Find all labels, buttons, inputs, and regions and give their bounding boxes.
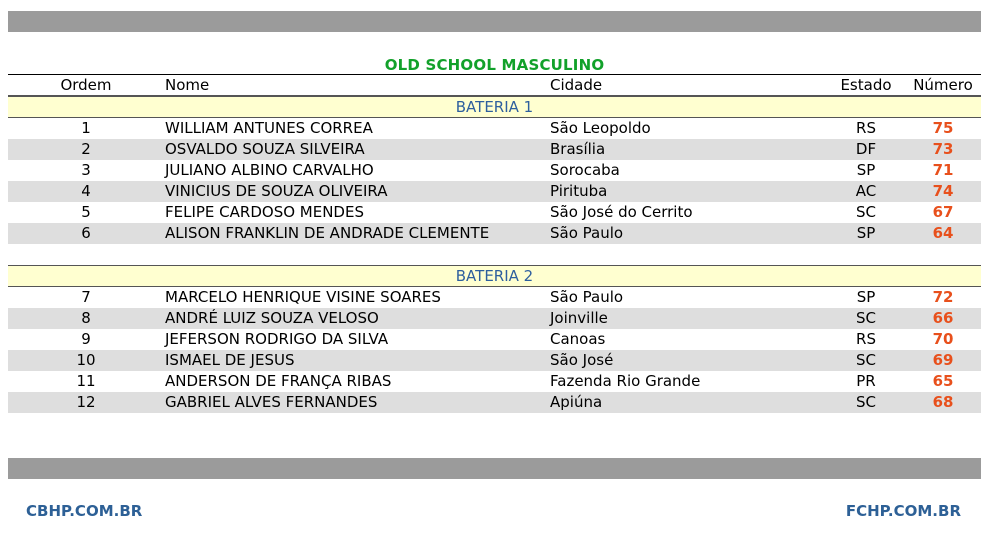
row-nome: ISMAEL DE JESUS [165,351,295,369]
bottom-bar [8,458,981,479]
col-header-numero: Número [913,76,973,94]
row-ordem: 2 [81,140,91,158]
row-estado: RS [856,330,876,348]
table-row [8,287,981,308]
row-cidade: São Leopoldo [550,119,651,137]
table-row [8,139,981,160]
row-ordem: 7 [81,288,91,306]
table-row [8,329,981,350]
row-estado: SC [856,351,876,369]
row-estado: SC [856,309,876,327]
row-cidade: Brasília [550,140,606,158]
col-header-cidade: Cidade [550,76,603,94]
page-title: OLD SCHOOL MASCULINO [384,56,605,74]
row-ordem: 12 [76,393,96,411]
row-numero: 67 [932,203,954,221]
table-row [8,350,981,371]
row-nome: JULIANO ALBINO CARVALHO [165,161,374,179]
row-nome: ANDERSON DE FRANÇA RIBAS [165,372,392,390]
row-nome: ALISON FRANKLIN DE ANDRADE CLEMENTE [165,224,490,242]
row-ordem: 6 [81,224,91,242]
row-numero: 65 [932,372,954,390]
row-numero: 69 [932,351,954,369]
row-nome: WILLIAM ANTUNES CORREA [165,119,373,137]
row-ordem: 9 [81,330,91,348]
row-estado: AC [855,182,877,200]
row-estado: SC [856,203,876,221]
row-estado: PR [856,372,876,390]
row-nome: OSVALDO SOUZA SILVEIRA [165,140,365,158]
row-cidade: Apiúna [550,393,603,411]
row-cidade: Sorocaba [550,161,620,179]
bateria-rows [8,118,981,244]
row-nome: VINICIUS DE SOUZA OLIVEIRA [165,182,388,200]
row-nome: GABRIEL ALVES FERNANDES [165,393,378,411]
row-nome: ANDRÉ LUIZ SOUZA VELOSO [165,309,379,327]
bateria-header: BATERIA 1 [8,96,981,118]
cbhp-link[interactable]: CBHP.COM.BR [26,502,143,520]
row-nome: FELIPE CARDOSO MENDES [165,203,364,221]
col-header-ordem: Ordem [60,76,112,94]
row-cidade: São Paulo [550,224,624,242]
table-header [8,74,981,96]
table-row [8,181,981,202]
top-bar [8,11,981,32]
table-row [8,202,981,223]
row-ordem: 4 [81,182,91,200]
fchp-link[interactable]: FCHP.COM.BR [845,502,961,520]
section-spacer [8,244,981,265]
row-cidade: Joinville [550,309,608,327]
row-estado: SP [856,161,876,179]
row-cidade: Canoas [550,330,606,348]
row-ordem: 10 [76,351,96,369]
row-numero: 73 [932,140,954,158]
row-cidade: São José [550,351,614,369]
row-nome: JEFERSON RODRIGO DA SILVA [165,330,389,348]
col-header-estado: Estado [840,76,892,94]
row-cidade: Fazenda Rio Grande [550,372,701,390]
row-cidade: São Paulo [550,288,624,306]
row-numero: 75 [932,119,954,137]
row-numero: 64 [932,224,954,242]
row-numero: 66 [932,309,954,327]
row-ordem: 11 [76,372,96,390]
table-row [8,371,981,392]
table-row [8,118,981,139]
row-numero: 68 [932,393,954,411]
table-row [8,308,981,329]
row-ordem: 5 [81,203,91,221]
bateria-rows [8,287,981,413]
row-estado: RS [856,119,876,137]
row-ordem: 8 [81,309,91,327]
row-ordem: 3 [81,161,91,179]
row-estado: SP [856,224,876,242]
row-estado: DF [855,140,877,158]
table-row [8,392,981,413]
row-numero: 72 [932,288,954,306]
row-cidade: Pirituba [550,182,608,200]
row-ordem: 1 [81,119,91,137]
table-row [8,160,981,181]
row-estado: SP [856,288,876,306]
row-numero: 74 [932,182,954,200]
row-estado: SC [856,393,876,411]
bateria-header: BATERIA 2 [8,265,981,287]
row-numero: 70 [932,330,954,348]
row-nome: MARCELO HENRIQUE VISINE SOARES [165,288,441,306]
heat-table [8,74,981,413]
row-numero: 71 [932,161,954,179]
col-header-nome: Nome [165,76,210,94]
table-row [8,223,981,244]
row-cidade: São José do Cerrito [550,203,693,221]
